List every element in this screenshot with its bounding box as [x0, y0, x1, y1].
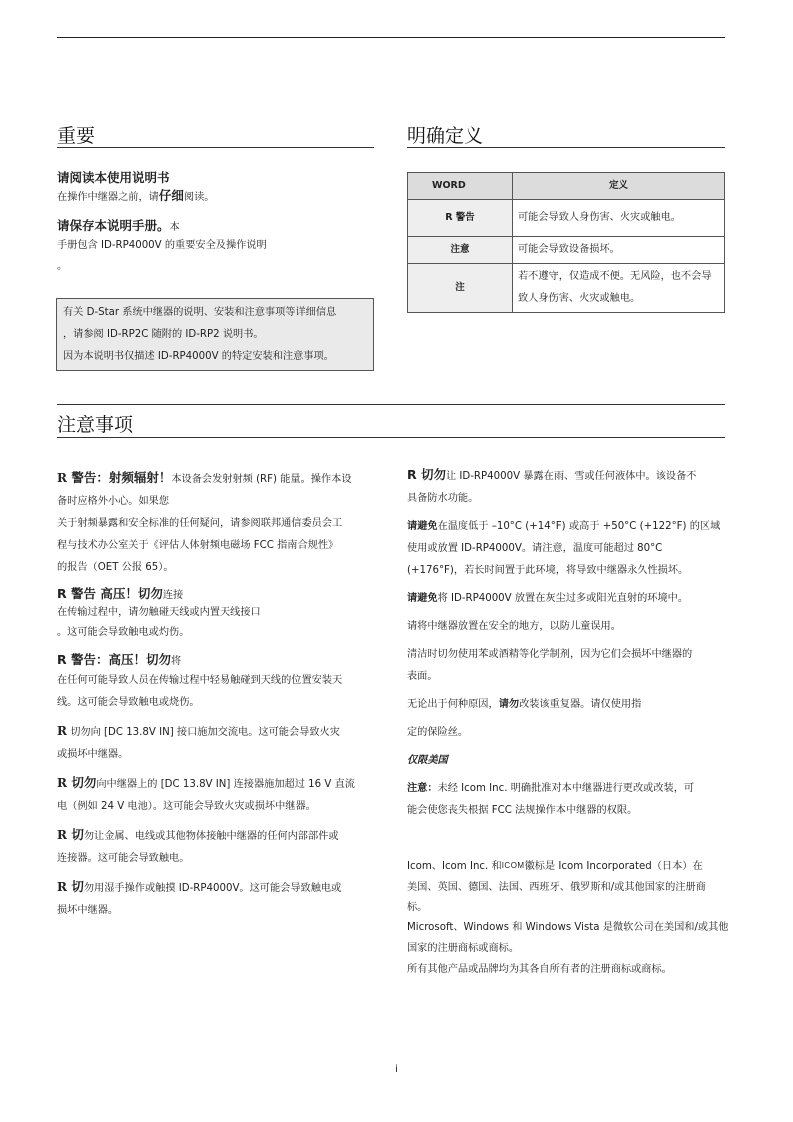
note-line-2: ，请参阅 ID-RP2C 随附的 ID-RP2 说明书。 — [63, 329, 264, 340]
trademark-line1: Icom、Icom Inc. 和ICOM徽标是 Icom Incorporated（日本）在 — [407, 861, 703, 872]
trademark-line6: 所有其他产品或品牌均为其各自所有者的注册商标或商标。 — [407, 964, 672, 975]
trademark-line4: Microsoft、Windows 和 Windows Vista 是微软公司在美国和/或其他 — [407, 922, 729, 933]
read-text: 在操作中继器之前，请仔细阅读。 — [57, 188, 215, 203]
warning-dc-line2: 电（例如 24 V 电池）。这可能会导致火灾或损坏中继器。 — [57, 801, 316, 812]
fcc-note-line2: 能会使您丧失根据 FCC 法规操作本中继器的权限。 — [407, 805, 638, 816]
table-row — [408, 237, 725, 264]
header-definition: 定义 — [513, 173, 725, 200]
caution-clean-line2: 表面。 — [407, 671, 438, 682]
caution-clean-line1: 清洁时切勿使用苯或酒精等化学制剂，因为它们会损坏中继器的 — [407, 649, 693, 660]
warning-dc-line1: R 切勿向中继器上的 [DC 13.8V IN] 连接器施加超过 16 V 直流 — [57, 775, 355, 790]
section-title-precautions: 注意事项 — [57, 414, 134, 436]
warning-rf-line3: 关于射频暴露和安全标准的任何疑问，请参阅联邦通信委员会工 — [57, 518, 343, 529]
read-heading: 请阅读本使用说明书 — [57, 170, 170, 185]
warning-hv2-line3: 线。这可能会导致触电或烧伤。 — [57, 697, 200, 708]
caution-temp-line1: 请避免在温度低于 –10°C (+14°F) 或高于 +50°C (+122°F) 的区域 — [407, 521, 721, 532]
warning-hv1-line3: 。这可能会导致触电或灼伤。 — [57, 627, 190, 638]
precautions-right — [407, 464, 727, 981]
warning-rf-line2: 备时应格外小心。如果您 — [57, 496, 170, 507]
section-title-definitions: 明确定义 — [407, 125, 484, 147]
definition-cell — [513, 264, 725, 313]
note-line-3: 因为本说明书仅描述 ID-RP4000V 的特定安装和注意事项。 — [63, 351, 334, 362]
warning-rf-line4: 程与技术办公室关于《评估人体射频电磁场 FCC 指南合规性》 — [57, 540, 339, 551]
note-box — [56, 298, 374, 371]
caution-modify-line1: 无论出于何种原因，请勿改装该重复器。请仅使用指 — [407, 699, 642, 710]
note-line-1: 有关 D-Star 系统中继器的说明、安装和注意事项等详细信息 — [63, 307, 337, 318]
section-top-rule-precautions — [57, 404, 725, 405]
caution-dust-line: 请避免将 ID-RP4000V 放置在灰尘过多或阳光直射的环境中。 — [407, 593, 689, 604]
header-word: WORD — [408, 173, 513, 200]
table-row — [408, 264, 725, 313]
caution-modify-line2: 定的保险丝。 — [407, 727, 469, 738]
table-header-row — [408, 173, 725, 200]
definition-cell: 可能会导致人身伤害、火灾或触电。 — [513, 200, 725, 237]
us-only-heading: 仅限美国 — [407, 755, 448, 766]
warning-wet-line2: 损坏中继器。 — [57, 905, 119, 916]
definitions-table — [407, 172, 725, 313]
save-text-end: 。 — [57, 261, 68, 272]
precautions-left — [57, 467, 377, 922]
caution-temp-line3: (+176°F)，若长时间置于此环境，将导致中继器永久性损坏。 — [407, 565, 689, 576]
section-rule-definitions — [407, 147, 725, 148]
caution-children-line: 请将中继器放置在安全的地方，以防儿童误用。 — [407, 621, 621, 632]
icom-logo: ICOM — [501, 861, 525, 870]
section-rule-important — [57, 147, 374, 148]
table-row — [408, 200, 725, 237]
save-heading: 请保存本说明手册。 — [57, 218, 170, 233]
warning-ac-line2: 或损坏中继器。 — [57, 749, 129, 760]
word-cell: 注 — [408, 264, 513, 313]
fcc-note-line1: 注意：未经 Icom Inc. 明确批准对本中继器进行更改或改装，可 — [407, 783, 695, 794]
warning-hv1-line1: R 警告 高压！切勿连接 — [57, 586, 184, 601]
definition-cell: 可能会导致设备损坏。 — [513, 237, 725, 264]
save-text: 手册包含 ID-RP4000V 的重要安全及操作说明 — [57, 240, 267, 251]
warning-wet-line1: R 切勿用湿手操作或触摸 ID-RP4000V。这可能会导致触电或 — [57, 879, 342, 894]
warning-rf-line1: R 警告：射频辐射！本设备会发射射频 (RF) 能量。操作本设 — [57, 470, 352, 485]
warning-ac-line1: R 切勿向 [DC 13.8V IN] 接口施加交流电。这可能会导致火灾 — [57, 724, 340, 738]
warning-metal-line1: R 切勿让金属、电线或其他物体接触中继器的任何内部部件或 — [57, 827, 339, 842]
caution-water-line2: 具备防水功能。 — [407, 493, 479, 504]
trademark-line3: 标。 — [407, 902, 428, 913]
warning-rf-line5: 的报告（OET 公报 65）。 — [57, 562, 174, 573]
section-title-important: 重要 — [57, 125, 96, 147]
top-rule — [57, 37, 725, 38]
word-cell: 注意 — [408, 237, 513, 264]
caution-water-line1: R 切勿让 ID-RP4000V 暴露在雨、雪或任何液体中。该设备不 — [407, 467, 697, 482]
save-heading-line: 请保存本说明手册。本 — [57, 218, 180, 233]
trademark-line2: 美国、英国、德国、法国、西班牙、俄罗斯和/或其他国家的注册商 — [407, 882, 706, 893]
warning-metal-line2: 连接器。这可能会导致触电。 — [57, 853, 190, 864]
page-number: i — [395, 1064, 398, 1075]
trademark-line5: 国家的注册商标或商标。 — [407, 943, 520, 954]
warning-hv1-line2: 在传输过程中，请勿触碰天线或内置天线接口 — [57, 607, 261, 618]
warning-hv2-line2: 在任何可能导致人员在传输过程中轻易触碰到天线的位置安装天 — [57, 675, 343, 686]
section-rule-precautions — [57, 437, 725, 438]
important-block — [57, 167, 375, 280]
definition-line: 致人身伤害、火灾或触电。 — [518, 293, 641, 304]
caution-temp-line2: 使用或放置 ID-RP4000V。请注意，温度可能超过 80°C — [407, 543, 663, 554]
warning-hv2-line1: R 警告：高压！切勿将 — [57, 652, 182, 667]
definition-line: 若不遵守，仅造成不便。无风险，也不会导 — [518, 271, 712, 282]
word-cell: R 警告 — [408, 200, 513, 237]
